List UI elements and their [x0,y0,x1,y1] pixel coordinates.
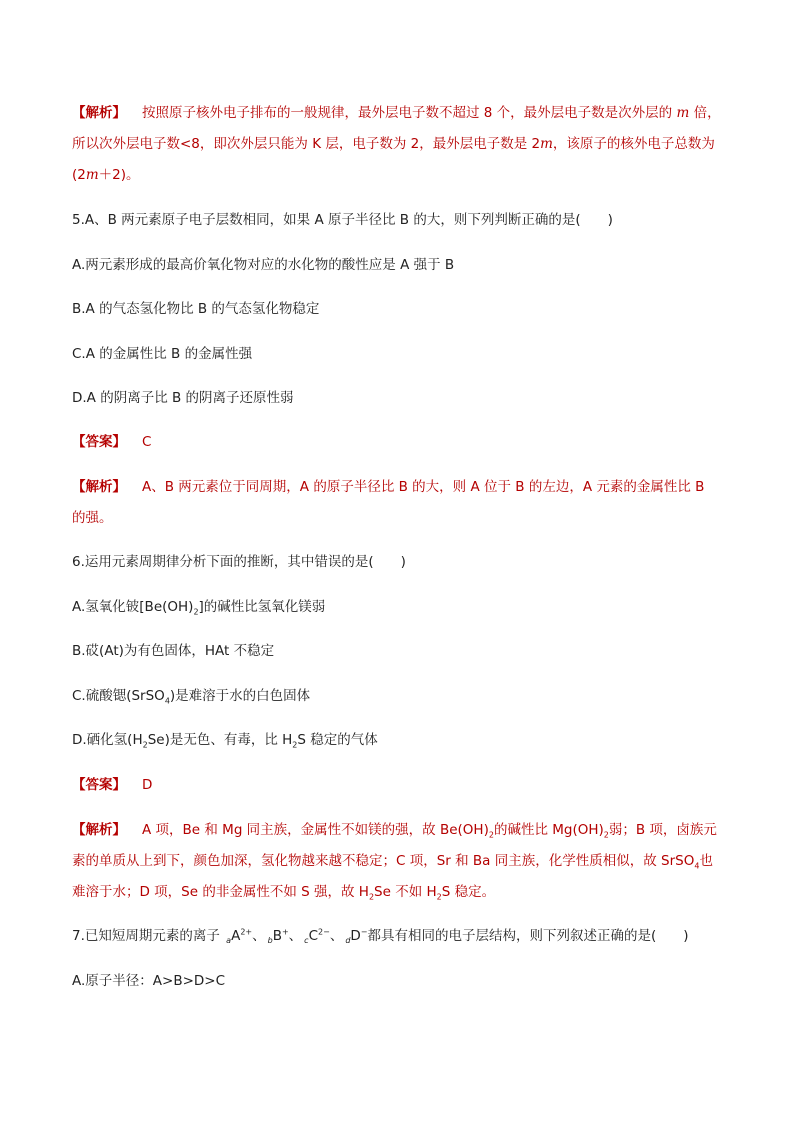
q5-option-d: D.A 的阴离子比 B 的阴离子还原性弱 [72,390,294,406]
q5-option-b: B.A 的气态氢化物比 B 的气态氢化物稳定 [72,301,320,317]
q7-option-a: A.原子半径：A>B>D>C [72,973,226,989]
answer-tag: 【答案】 [72,777,126,793]
explain1-line1: 【解析】 按照原子核外电子排布的一般规律，最外层电子数不超过 8 个，最外层电子数是次外层的 m 倍， [72,105,721,121]
q6-explain-line2: 素的单质从上到下，颜色加深，氢化物越来越不稳定；C 项，Sr 和 Ba 同主族，化学性质相似，故 SrSO$_4$也 [72,853,713,871]
q6-option-a: A.氢氧化铍$[Be(OH)_2]$的碱性比氢氧化镁弱 [72,599,326,617]
q7-stem: 7.已知短周期元素的离子 $_aA^{2+}$、 $_b$B+、 $_cC^{2-}$、 $_d$D−都具有相同的电子层结构，则下列叙述正确的是( ) [72,927,689,945]
answer-value: C [142,434,152,450]
q6-option-d: D.硒化氢$(H_2Se)$是无色、有毒，比 $H_2S$ 稳定的气体 [72,732,378,750]
q5-stem: 5.A、B 两元素原子电子层数相同，如果 A 原子半径比 B 的大，则下列判断正确的是( ) [72,212,613,228]
q5-answer [72,433,151,451]
q6-option-c: C.硫酸锶(SrSO$_4$)是难溶于水的白色固体 [72,688,311,706]
q5-option-a: A.两元素形成的最高价氧化物对应的水化物的酸性应是 A 强于 B [72,257,455,273]
explain-tag: 【解析】 [72,479,126,495]
q5-explain-line1: 【解析】 A、B 两元素位于同周期，A 的原子半径比 B 的大，则 A 位于 B 的左边，A 元素的金属性比 B [72,479,705,495]
q6-explain-line1: 【解析】 A 项，Be 和 Mg 同主族，金属性不如镁的强，故 $Be(OH)_2$的碱性比 $Mg(OH)_2$弱；B 项，卤族元 [72,822,717,840]
q6-explain-line3: 难溶于水；D 项，Se 的非金属性不如 S 强，故 $H_2Se$ 不如 $H_2S$ 稳定。 [72,884,496,902]
q6-stem: 6.运用元素周期律分析下面的推断，其中错误的是( ) [72,554,406,570]
q6-option-b: B.砹(At)为有色固体，HAt 不稳定 [72,643,275,659]
q5-option-c: C.A 的金属性比 B 的金属性强 [72,346,253,362]
answer-tag: 【答案】 [72,434,126,450]
explain-tag: 【解析】 [72,105,126,121]
answer-value: D [142,777,153,793]
explain-tag: 【解析】 [72,822,126,838]
q6-answer [72,776,152,794]
explain1-line3: (2m＋2)。 [72,167,140,183]
q5-explain-line2: 的强。 [72,510,113,526]
explain1-line2: 所以次外层电子数<8，即次外层只能为 K 层，电子数为 2，最外层电子数是 2m，该原子的核外电子总数为 [72,136,715,152]
